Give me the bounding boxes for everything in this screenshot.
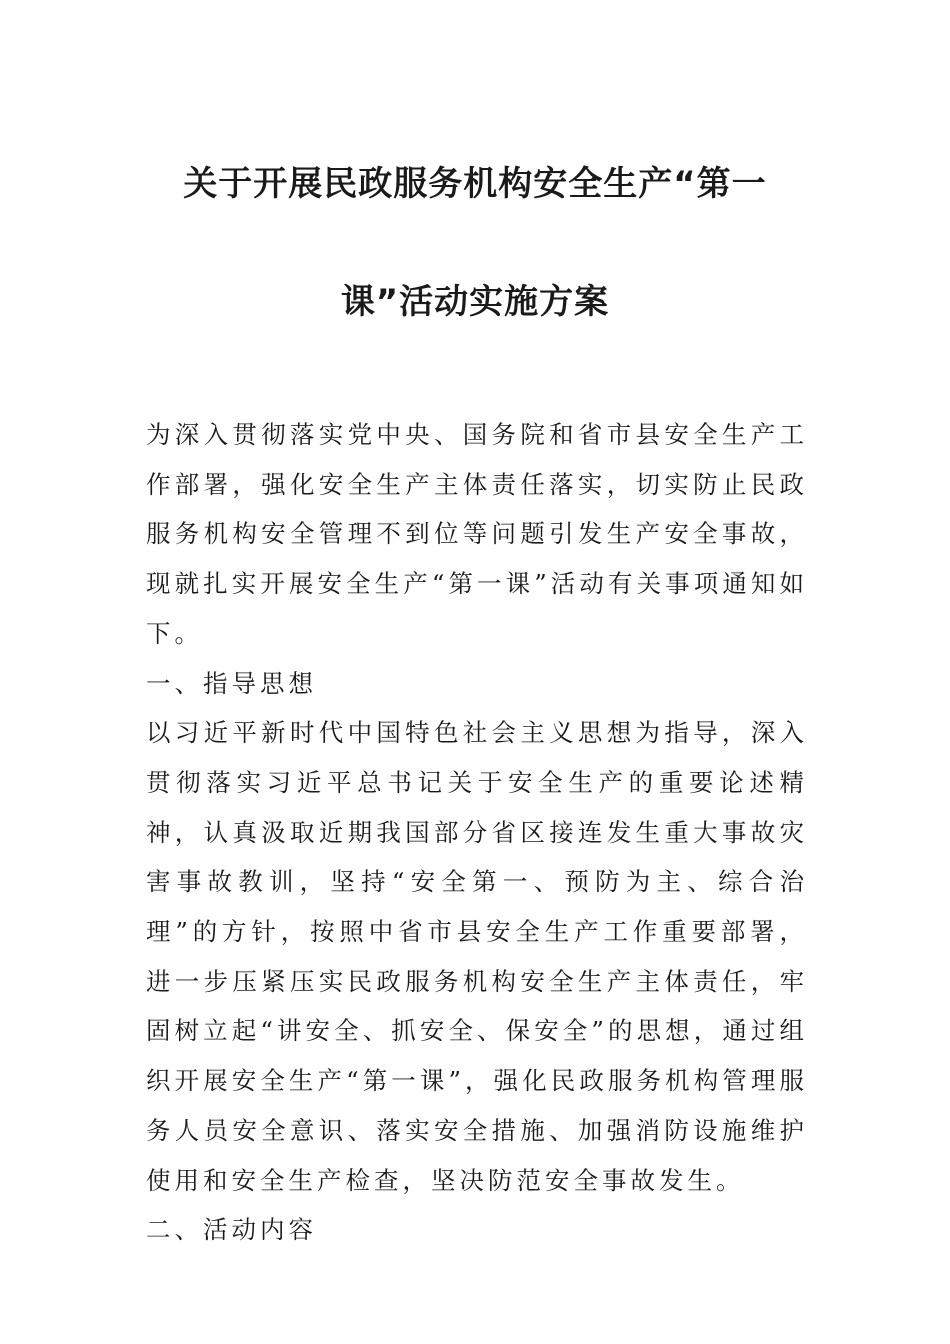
document-title-line-2: 课”活动实施方案 [340,282,610,322]
intro-paragraph: 为深入贯彻落实党中央、国务院和省市县安全生产工作部署，强化安全生产主体责任落实，切实防止民政服务机构安全管理不到位等问题引发生产安全事故，现就扎实开展安全生产“第一课”活动有关事项通知如下。 [146,420,808,648]
document-title-line-1: 关于开展民政服务机构安全生产“第一 [183,164,767,204]
section-heading-activity-content: 二、活动内容 [146,1215,317,1245]
document-body [146,410,808,1255]
section-heading-guiding-ideology: 一、指导思想 [146,668,317,698]
guiding-ideology-paragraph: 以习近平新时代中国特色社会主义思想为指导，深入贯彻落实习近平总书记关于安全生产的重要论述精神，认真汲取近期我国部分省区接连发生重大事故灾害事故教训，坚持“安全第一、预防为主、综合治理”的方针，按照中省市县安全生产工作重要部署，进一步压紧压实民政服务机构安全生产主体责任，牢固树立起“讲安全、抓安全、保安全”的思想，通过组织开展安全生产“第一课”，强化民政服务机构管理服务人员安全意识、落实安全措施、加强消防设施维护使用和安全生产检查，坚决防范安全事故发生。 [146,718,808,1195]
